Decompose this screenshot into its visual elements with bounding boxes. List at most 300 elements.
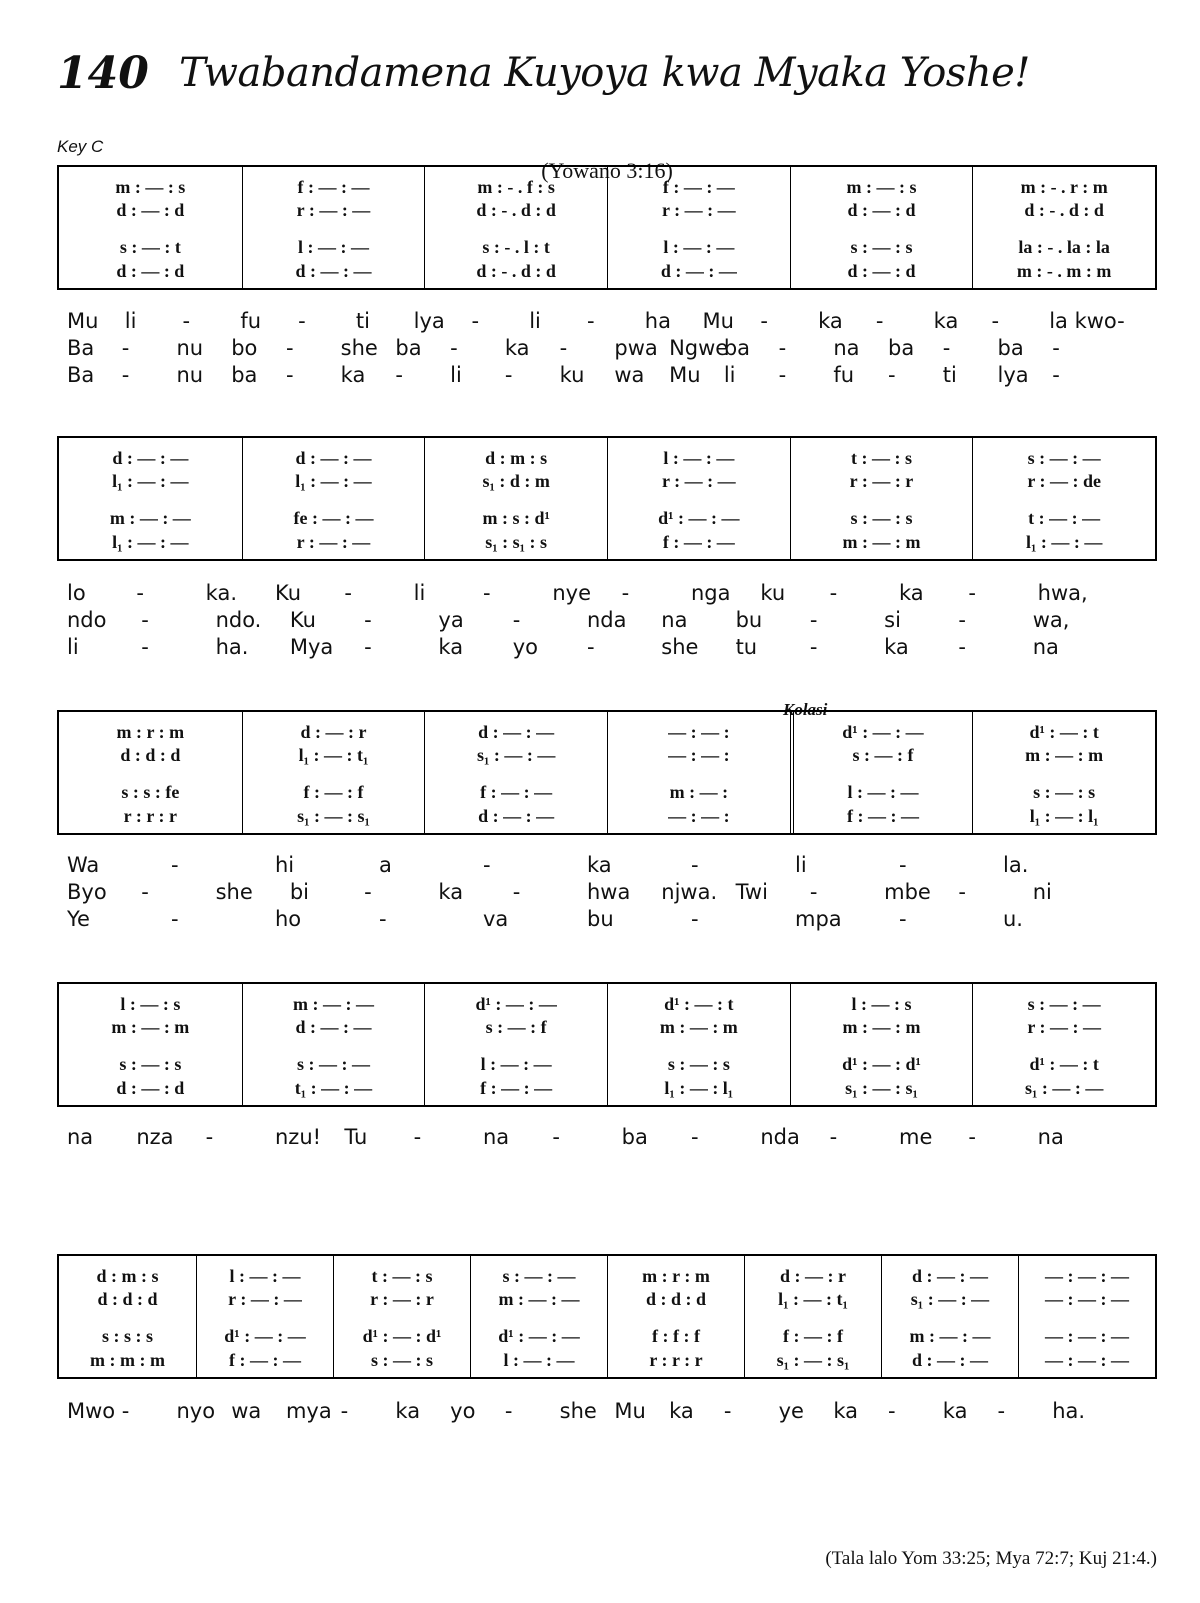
solfa-line: d¹ : — : — [842, 722, 924, 742]
solfa-line: l₁ : — : — [295, 471, 372, 491]
solfa-line: m : r : m [116, 722, 185, 742]
lyric-syllable: ku [559, 363, 585, 387]
solfa-line: m : m : m [90, 1350, 165, 1370]
solfa-line: d : — : — [660, 261, 737, 281]
solfa-line: — : — : — [1045, 1350, 1129, 1370]
lyric-syllable: Byo [67, 880, 107, 904]
solfa-line: s : — : — [1027, 448, 1101, 468]
solfa-line: l₁ : — : — [112, 532, 189, 552]
lyric-syllable: yo [512, 635, 538, 659]
lyric-syllable: Mu [669, 363, 701, 387]
lyric-syllable: ka [340, 363, 366, 387]
music-system [57, 1254, 1157, 1379]
lyric-syllable: nda [760, 1125, 800, 1149]
lyric-syllable: mbe [884, 880, 931, 904]
solfa-line: f : — : — [662, 177, 735, 197]
lyric-syllable: ba [231, 363, 258, 387]
solfa-line: d : — : r [300, 722, 367, 742]
solfa-line: f : — : — [480, 782, 553, 802]
lyric-syllable: - [205, 1125, 214, 1149]
measure [59, 984, 242, 1105]
measure [972, 712, 1155, 833]
solfa-line: s : — : s [371, 1350, 433, 1370]
solfa-line: fe : — : — [293, 508, 374, 528]
measure [744, 1256, 881, 1377]
lyric-syllable: lya [997, 363, 1029, 387]
solfa-line: r : — : de [1027, 471, 1101, 491]
lyric-syllable: Wa [67, 853, 100, 877]
solfa-line: — : — : [668, 745, 730, 765]
lyric-syllable: ka [899, 581, 924, 605]
lyric-syllable: ti [355, 309, 370, 333]
lyric-syllable: ye [778, 1399, 804, 1423]
lyric-syllable: nu [176, 336, 204, 360]
solfa-line: r : — : — [228, 1289, 302, 1309]
lyric-syllable: na [661, 608, 688, 632]
lyric-syllable: ndo [67, 608, 107, 632]
lyric-syllable: a [379, 853, 392, 877]
solfa-line: s : — : s [850, 508, 913, 528]
lyric-syllable: Ku [275, 581, 302, 605]
solfa-line: s₁ : — : — [910, 1289, 990, 1309]
solfa-line: s₁ : — : s₁ [845, 1078, 918, 1098]
lyric-syllable: pwa [614, 336, 658, 360]
lyric-syllable: hwa, [1037, 581, 1088, 605]
lyric-syllable: li [67, 635, 79, 659]
solfa-line: l₁ : — : — [112, 471, 189, 491]
lyric-syllable: tu [735, 635, 758, 659]
lyric-syllable: - [1052, 336, 1060, 360]
lyric-syllable: - [691, 853, 699, 877]
solfa-line: l : — : s [120, 994, 181, 1014]
solfa-line: r : — : — [662, 471, 736, 491]
solfa-line: d¹ : — : — [224, 1326, 306, 1346]
lyric-syllable: ba [997, 336, 1024, 360]
lyric-syllable: bu [587, 907, 614, 931]
solfa-line: l : — : — [503, 1350, 575, 1370]
lyric-line [57, 608, 1157, 636]
solfa-line: d¹ : — : t [1029, 722, 1099, 742]
lyric-syllable: ba [621, 1125, 648, 1149]
solfa-line: f : — : — [480, 1078, 553, 1098]
lyric-syllable: mpa [795, 907, 842, 931]
lyric-syllable: Ngwe [669, 336, 729, 360]
solfa-line: r : — : — [296, 532, 371, 552]
lyric-syllable: bi [289, 880, 310, 904]
lyric-syllable: - [364, 635, 372, 659]
lyric-line [57, 907, 1157, 935]
chorus-label: Kolasi [783, 700, 828, 719]
lyric-syllable: - [141, 608, 149, 632]
solfa-line: t₁ : — : — [294, 1078, 373, 1098]
music-system [57, 710, 1157, 835]
solfa-line: d : d : d [645, 1289, 707, 1309]
lyric-syllable: Mu [67, 309, 99, 333]
lyric-syllable: ka [669, 1399, 694, 1423]
measure [242, 984, 425, 1105]
solfa-line: d : - . d : d [1024, 200, 1104, 220]
lyric-syllable: li [529, 309, 541, 333]
solfa-line: m : — : — [292, 994, 374, 1014]
solfa-line: f : — : f [783, 1326, 843, 1346]
lyric-syllable: hwa [587, 880, 631, 904]
lyric-syllable: mya [285, 1399, 332, 1423]
lyric-syllable: - [285, 363, 294, 387]
lyric-syllable: me [899, 1125, 933, 1149]
lyric-syllable: she [215, 880, 253, 904]
lyric-syllable: li [413, 581, 426, 605]
lyric-syllable: - [997, 1399, 1006, 1423]
solfa-line: d : - . d : d [476, 261, 556, 281]
lyric-syllable: - [968, 1125, 976, 1149]
lyric-syllable: - [504, 1399, 513, 1423]
solfa-line: l : — : — [229, 1266, 301, 1286]
lyric-syllable: li [795, 853, 807, 877]
solfa-line: m : - . f : s [477, 177, 555, 197]
solfa-line: d : — : — [478, 806, 555, 826]
lyric-syllable: na [833, 336, 860, 360]
lyric-line [57, 309, 1157, 337]
lyric-syllable: - [450, 336, 458, 360]
solfa-line: s₁ : — : — [476, 745, 556, 765]
solfa-line: f : — : — [846, 806, 919, 826]
measure [424, 712, 607, 833]
solfa-line: d : — : — [912, 1266, 988, 1286]
lyric-syllable: - [621, 581, 630, 605]
lyric-line [57, 1399, 1157, 1427]
solfa-line: r : — : — [1027, 1017, 1101, 1037]
lyric-syllable: ka [504, 336, 530, 360]
lyric-syllable: Ba [67, 336, 95, 360]
solfa-line: f : — : — [662, 532, 735, 552]
solfa-line: d : — : — [295, 448, 372, 468]
lyric-syllable: - [182, 309, 191, 333]
measure [59, 167, 242, 288]
lyric-syllable: li [450, 363, 462, 387]
solfa-line: m : — : m [1025, 745, 1104, 765]
measure [242, 438, 425, 559]
solfa-line: s : s : s [101, 1326, 153, 1346]
lyric-syllable: - [888, 1399, 896, 1423]
solfa-line: la : - . la : la [1018, 237, 1110, 257]
lyric-syllable: - [723, 1399, 732, 1423]
solfa-line: s₁ : — : s₁ [297, 806, 370, 826]
solfa-line: s₁ : — : — [1024, 1078, 1104, 1098]
lyric-syllable: - [899, 853, 907, 877]
measure [242, 712, 425, 833]
measure [607, 167, 790, 288]
lyric-syllable: - [413, 1125, 422, 1149]
lyric-syllable: li [124, 309, 137, 333]
solfa-line: m : - . r : m [1020, 177, 1108, 197]
solfa-line: l : — : — [847, 782, 919, 802]
solfa-line: l : — : — [297, 237, 369, 257]
lyric-syllable: ka [942, 1399, 968, 1423]
lyric-syllable: - [1052, 363, 1060, 387]
lyric-syllable: na [1037, 1125, 1064, 1149]
lyric-syllable: ku [760, 581, 786, 605]
measure [242, 167, 425, 288]
solfa-line: m : r : m [642, 1266, 710, 1286]
lyric-syllable: nye [552, 581, 591, 605]
lyric-syllable: Ye [67, 907, 90, 931]
lyric-syllable: - [121, 363, 130, 387]
lyric-syllable: - [483, 853, 491, 877]
lyric-syllable: - [809, 608, 818, 632]
solfa-line: d : m : s [485, 448, 548, 468]
solfa-line: l₁ : — : — [1025, 532, 1103, 552]
lyric-syllable: - [809, 635, 818, 659]
lyric-syllable: Twi [735, 880, 768, 904]
measure [607, 712, 790, 833]
solfa-line: — : — : [668, 722, 730, 742]
lyric-syllable: nza [136, 1125, 174, 1149]
lyric-syllable: - [364, 880, 372, 904]
solfa-line: s : — : t [119, 237, 181, 257]
lyric-syllable: ha. [1052, 1399, 1086, 1423]
lyric-syllable: - [968, 581, 976, 605]
music-system [57, 165, 1157, 290]
lyric-syllable: ba [723, 336, 751, 360]
lyric-syllable: ha. [215, 635, 249, 659]
solfa-line: d : — : — [478, 722, 555, 742]
lyric-syllable: na [67, 1125, 94, 1149]
lyric-syllable: she [559, 1399, 597, 1423]
footnote-references: (Tala lalo Yom 33:25; Mya 72:7; Kuj 21:4.) [825, 1548, 1157, 1569]
lyric-syllable: - [344, 581, 352, 605]
lyric-syllable: ni [1032, 880, 1052, 904]
solfa-line: f : — : f [303, 782, 364, 802]
lyric-syllable: nu [176, 363, 204, 387]
solfa-line: s : — : s [1033, 782, 1096, 802]
music-system [57, 436, 1157, 561]
lyric-syllable: - [340, 1399, 349, 1423]
lyric-line [57, 363, 1157, 391]
lyric-syllable: - [141, 635, 149, 659]
solfa-line: m : — : s [115, 177, 186, 197]
solfa-line: m : — : s [846, 177, 917, 197]
solfa-line: l₁ : — : t₁ [298, 745, 369, 765]
lyric-syllable: - [552, 1125, 560, 1149]
lyric-syllable: Ku [289, 608, 316, 632]
key-signature: Key C [57, 137, 104, 156]
lyric-syllable: lya [413, 309, 445, 333]
solfa-line: l₁ : — : l₁ [1029, 806, 1099, 826]
lyric-syllable: ho [275, 907, 302, 931]
lyric-syllable: - [809, 880, 818, 904]
solfa-line: d : — : — [112, 448, 189, 468]
lyric-syllable: ka [818, 309, 843, 333]
lyric-syllable: - [298, 309, 306, 333]
lyric-line [57, 880, 1157, 908]
lyric-line [57, 1125, 1157, 1153]
lyric-syllable: - [691, 1125, 699, 1149]
lyric-syllable: ka [933, 309, 959, 333]
lyric-syllable: u. [1003, 907, 1023, 931]
lyric-syllable: - [691, 907, 699, 931]
solfa-line: m : — : [669, 782, 729, 802]
solfa-line: m : — : — [498, 1289, 580, 1309]
solfa-line: l₁ : — : l₁ [664, 1078, 734, 1098]
lyric-syllable: - [958, 880, 966, 904]
solfa-line: f : — : — [297, 177, 370, 197]
lyric-syllable: - [512, 880, 521, 904]
solfa-line: l : — : s [851, 994, 912, 1014]
lyric-syllable: - [958, 608, 966, 632]
measure [790, 712, 973, 833]
measure [881, 1256, 1018, 1377]
lyric-syllable: wa [614, 363, 645, 387]
lyric-syllable: - [888, 363, 896, 387]
solfa-line: m : — : m [842, 1017, 921, 1037]
measure [196, 1256, 333, 1377]
solfa-line: r : r : r [649, 1350, 703, 1370]
solfa-line: — : — : — [1045, 1326, 1129, 1346]
solfa-line: m : s : d¹ [482, 508, 550, 528]
solfa-line: m : — : m [659, 1017, 738, 1037]
solfa-line: r : — : — [662, 200, 736, 220]
lyric-syllable: - [136, 581, 144, 605]
lyric-syllable: ka [833, 1399, 858, 1423]
solfa-line: f : f : f [652, 1326, 700, 1346]
hymn-number: 140 [57, 48, 149, 99]
solfa-line: r : — : r [370, 1289, 434, 1309]
lyric-syllable: - [559, 336, 568, 360]
solfa-line: d : d : d [120, 745, 181, 765]
solfa-line: l : — : — [663, 448, 735, 468]
lyric-syllable: - [141, 880, 149, 904]
measure [424, 984, 607, 1105]
hymn-title: Twabandamena Kuyoya kwa Myaka Yoshe! [179, 50, 1030, 96]
lyric-syllable: ndo. [215, 608, 262, 632]
lyric-syllable: - [504, 363, 513, 387]
lyric-syllable: she [340, 336, 378, 360]
solfa-line: s : — : — [1027, 994, 1101, 1014]
measure [59, 1256, 196, 1377]
solfa-line: d¹ : — : d¹ [362, 1326, 442, 1346]
lyric-syllable: fu [833, 363, 855, 387]
lyric-syllable: - [171, 853, 179, 877]
solfa-line: s₁ : — : s₁ [776, 1350, 850, 1370]
solfa-line: — : — : — [1045, 1266, 1129, 1286]
solfa-line: r : — : r [849, 471, 914, 491]
measure [470, 1256, 607, 1377]
lyric-syllable: ya [438, 608, 464, 632]
lyric-syllable: - [778, 336, 787, 360]
lyric-syllable: ka [438, 880, 464, 904]
lyric-syllable: - [991, 309, 1000, 333]
lyric-syllable: ka [395, 1399, 421, 1423]
solfa-line: s : — : f [852, 745, 914, 765]
lyric-syllable: ka [587, 853, 612, 877]
solfa-line: l : — : — [663, 237, 735, 257]
measure [1018, 1256, 1155, 1377]
measure [790, 984, 973, 1105]
lyric-syllable: - [587, 635, 595, 659]
lyric-syllable: wa [231, 1399, 262, 1423]
lyric-syllable: she [661, 635, 699, 659]
lyric-syllable: - [121, 1399, 130, 1423]
lyric-syllable: na [1032, 635, 1059, 659]
solfa-line: d : — : r [780, 1266, 846, 1286]
lyric-syllable: Ba [67, 363, 95, 387]
measure [59, 712, 242, 833]
solfa-line: d : — : d [116, 261, 185, 281]
lyric-syllable: - [587, 309, 595, 333]
measure [607, 984, 790, 1105]
solfa-line: s : - . l : t [482, 237, 550, 257]
lyric-line [57, 336, 1157, 364]
measure [607, 438, 790, 559]
lyric-syllable: - [829, 581, 838, 605]
lyric-syllable: ti [942, 363, 957, 387]
lyric-syllable: ka [884, 635, 909, 659]
lyric-syllable: bu [735, 608, 763, 632]
lyric-syllable: fu [240, 309, 262, 333]
solfa-line: d¹ : — : — [498, 1326, 580, 1346]
measure [972, 438, 1155, 559]
solfa-line: s : — : s [667, 1054, 730, 1074]
lyric-line [57, 635, 1157, 663]
lyric-syllable: - [942, 336, 951, 360]
solfa-line: d : — : d [847, 200, 916, 220]
lyric-syllable: nga [691, 581, 731, 605]
lyric-syllable: nzu! [275, 1125, 322, 1149]
lyric-syllable: - [364, 608, 372, 632]
lyric-syllable: hi [275, 853, 295, 877]
lyric-syllable: yo [450, 1399, 476, 1423]
solfa-line: d¹ : — : d¹ [842, 1054, 921, 1074]
solfa-line: r : — : — [296, 200, 371, 220]
lyric-syllable: Mu [702, 309, 734, 333]
solfa-line: m : — : — [909, 1326, 991, 1346]
lyric-syllable: lo [67, 581, 86, 605]
lyric-syllable: li [723, 363, 736, 387]
scripture-reference: (Yowano 3:16) [541, 158, 673, 183]
lyric-line [57, 853, 1157, 881]
lyric-syllable: nyo [176, 1399, 216, 1423]
lyric-syllable: - [899, 907, 907, 931]
lyric-syllable: ba [395, 336, 422, 360]
solfa-line: l₁ : — : t₁ [778, 1289, 848, 1309]
solfa-line: d : d : d [97, 1289, 158, 1309]
solfa-line: f : — : — [229, 1350, 301, 1370]
solfa-line: d¹ : — : — [475, 994, 557, 1014]
solfa-line: d : — : d [116, 200, 185, 220]
lyric-syllable: ba [888, 336, 915, 360]
lyric-syllable: njwa. [661, 880, 718, 904]
solfa-line: — : — : [668, 806, 730, 826]
lyric-syllable: - [395, 363, 403, 387]
lyric-syllable: - [875, 309, 884, 333]
lyric-syllable: - [379, 907, 387, 931]
lyric-syllable: - [778, 363, 787, 387]
solfa-line: d¹ : — : — [658, 508, 740, 528]
solfa-line: m : — : — [109, 508, 191, 528]
solfa-line: s₁ : s₁ : s [485, 532, 548, 552]
lyric-syllable: ha [644, 309, 671, 333]
lyric-syllable: - [121, 336, 130, 360]
solfa-line: m : — : m [842, 532, 921, 552]
solfa-line: d : — : d [847, 261, 916, 281]
lyric-syllable: va [483, 907, 509, 931]
solfa-line: d¹ : — : t [1029, 1054, 1099, 1074]
solfa-line: l : — : — [480, 1054, 552, 1074]
solfa-line: s : s : fe [121, 782, 180, 802]
lyric-syllable: wa, [1032, 608, 1070, 632]
measure [424, 167, 607, 288]
measure [59, 438, 242, 559]
